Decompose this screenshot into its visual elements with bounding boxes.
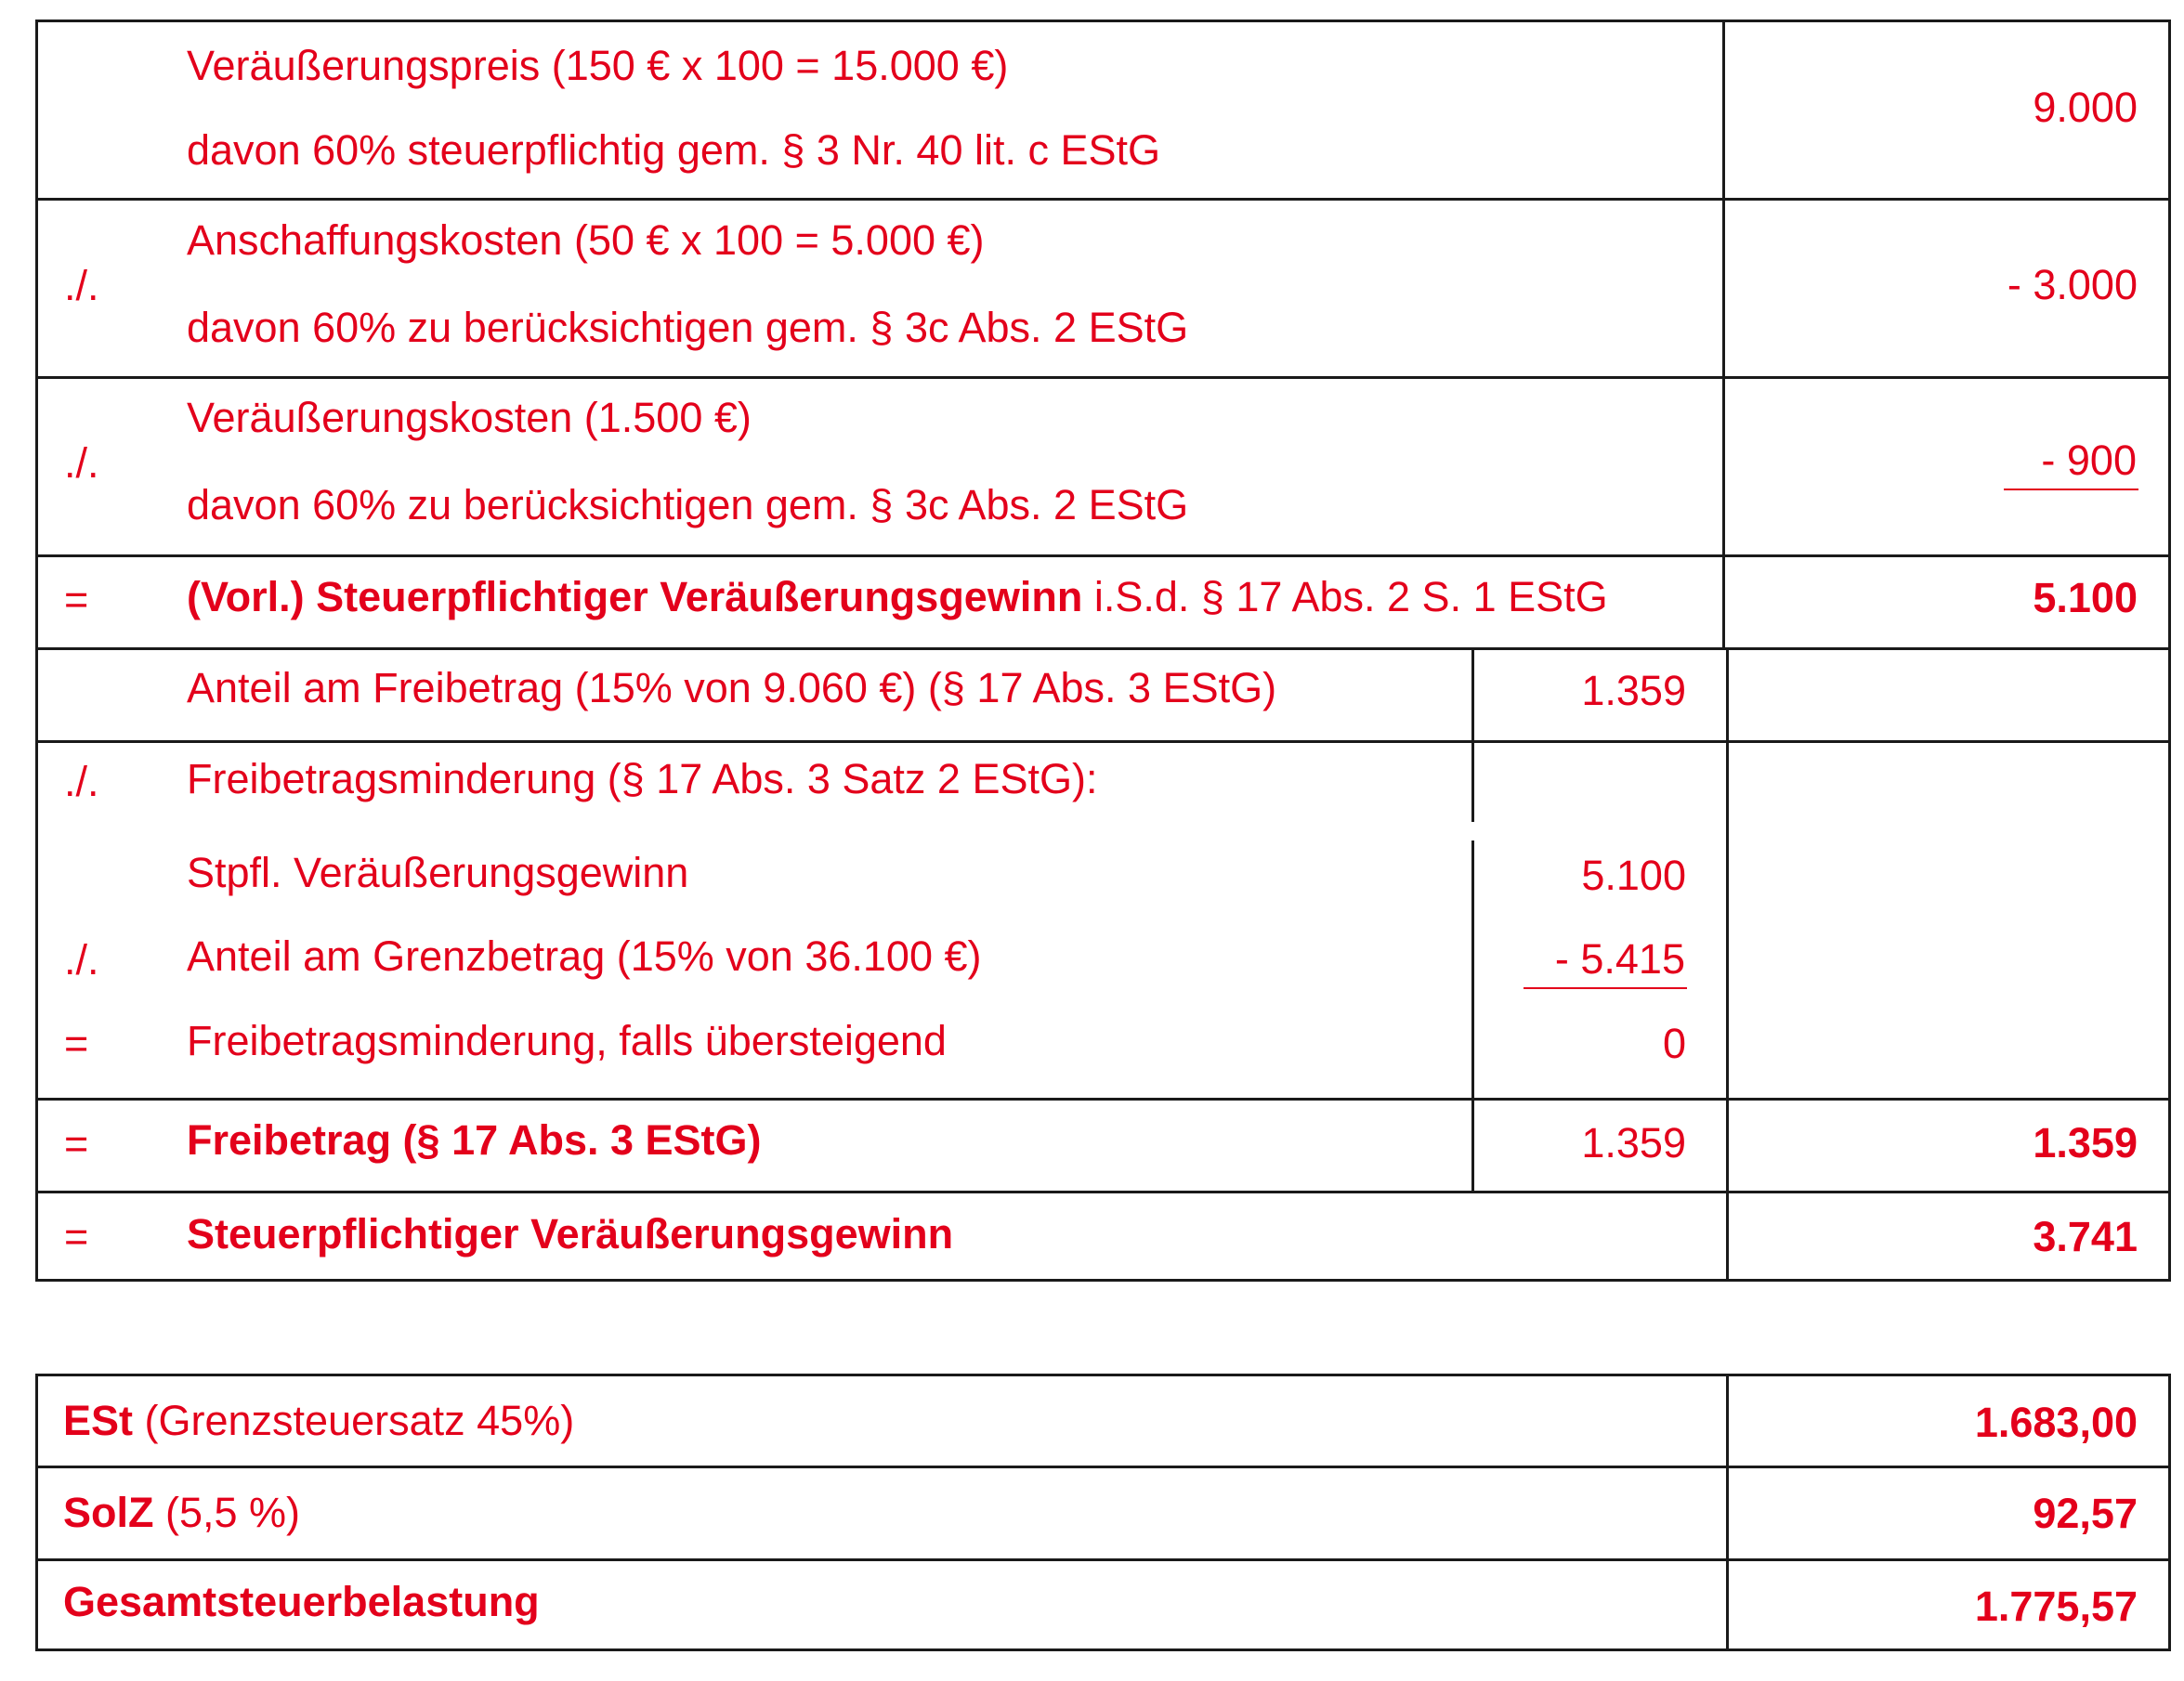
row-total-underlined: - 900: [2004, 437, 2138, 490]
row-label: Anteil am Freibetrag (15% von 9.060 €) (§ 17 Abs. 3 EStG): [187, 664, 1277, 711]
row-label-bold: (Vorl.) Steuerpflichtiger Veräußerungsgewinn: [187, 573, 1083, 620]
row-label: Freibetragsminderung (§ 17 Abs. 3 Satz 2 EStG):: [187, 755, 1098, 802]
row-value: 92,57: [2033, 1490, 2138, 1537]
row-label-line2: davon 60% zu berücksichtigen gem. § 3c Abs. 2 EStG: [187, 481, 1189, 528]
row-label-suffix: (Grenzsteuersatz 45%): [133, 1397, 575, 1444]
row-label-line1: Veräußerungskosten (1.500 €): [187, 394, 752, 441]
column-divider: [1471, 647, 1474, 822]
operator: ./.: [64, 936, 99, 984]
sub-value-underlined: - 5.415: [1524, 935, 1687, 989]
row-value: 1.775,57: [1974, 1583, 2138, 1630]
row-divider: [38, 740, 2168, 743]
operator: =: [64, 576, 89, 623]
operator: =: [64, 1020, 89, 1067]
row-total: 9.000: [2033, 84, 2138, 131]
sub-label: Stpfl. Veräußerungsgewinn: [187, 849, 689, 896]
row-divider: [38, 1098, 2168, 1101]
row-label: Gesamtsteuerbelastung: [63, 1578, 540, 1625]
row-label-bold: SolZ: [63, 1489, 154, 1536]
row-mid-value: 1.359: [1581, 1119, 1686, 1166]
row-divider: [38, 198, 2168, 201]
row-label-line1: Anschaffungskosten (50 € x 100 = 5.000 €): [187, 216, 985, 264]
row-label: Steuerpflichtiger Veräußerungsgewinn: [187, 1210, 954, 1257]
operator: ./.: [64, 262, 99, 309]
row-divider: [38, 1466, 2168, 1468]
row-label-line2: davon 60% steuerpflichtig gem. § 3 Nr. 40 lit. c EStG: [187, 126, 1161, 174]
sub-value: 0: [1662, 1020, 1686, 1067]
operator: =: [64, 1120, 89, 1167]
column-divider: [1726, 1376, 1729, 1648]
calculation-table: [35, 20, 2171, 1282]
sub-label: Freibetragsminderung, falls übersteigend: [187, 1017, 947, 1064]
row-label: Freibetrag (§ 17 Abs. 3 EStG): [187, 1116, 762, 1164]
column-divider: [1471, 840, 1474, 1191]
row-label: [63, 1397, 574, 1445]
row-total: 5.100: [2033, 574, 2138, 621]
row-divider: [38, 1191, 2168, 1193]
row-divider: [38, 376, 2168, 379]
row-label-bold: ESt: [63, 1397, 134, 1444]
row-label-suffix: i.S.d. § 17 Abs. 2 S. 1 EStG: [1082, 573, 1608, 620]
sub-value: 5.100: [1581, 852, 1686, 899]
row-total: 3.741: [2033, 1213, 2138, 1260]
row-total: - 3.000: [2007, 261, 2138, 308]
row-label-line2: davon 60% zu berücksichtigen gem. § 3c Abs. 2 EStG: [187, 304, 1189, 351]
row-divider: [38, 554, 2168, 557]
sub-label: Anteil am Grenzbetrag (15% von 36.100 €): [187, 932, 982, 980]
column-divider: [1722, 22, 1725, 647]
tax-summary-table: [35, 1374, 2171, 1651]
row-label-line1: Veräußerungspreis (150 € x 100 = 15.000 €): [187, 42, 1009, 89]
row-mid-value: 1.359: [1581, 667, 1686, 714]
operator: =: [64, 1213, 89, 1260]
row-label: [187, 573, 1608, 621]
row-value: 1.683,00: [1974, 1399, 2138, 1446]
operator: ./.: [64, 439, 99, 487]
operator: ./.: [64, 758, 99, 805]
row-label-suffix: (5,5 %): [153, 1489, 301, 1536]
row-divider: [38, 1558, 2168, 1561]
column-divider: [1726, 647, 1729, 1282]
row-divider: [38, 647, 2168, 650]
row-label: [63, 1489, 300, 1537]
row-total: 1.359: [2033, 1119, 2138, 1166]
